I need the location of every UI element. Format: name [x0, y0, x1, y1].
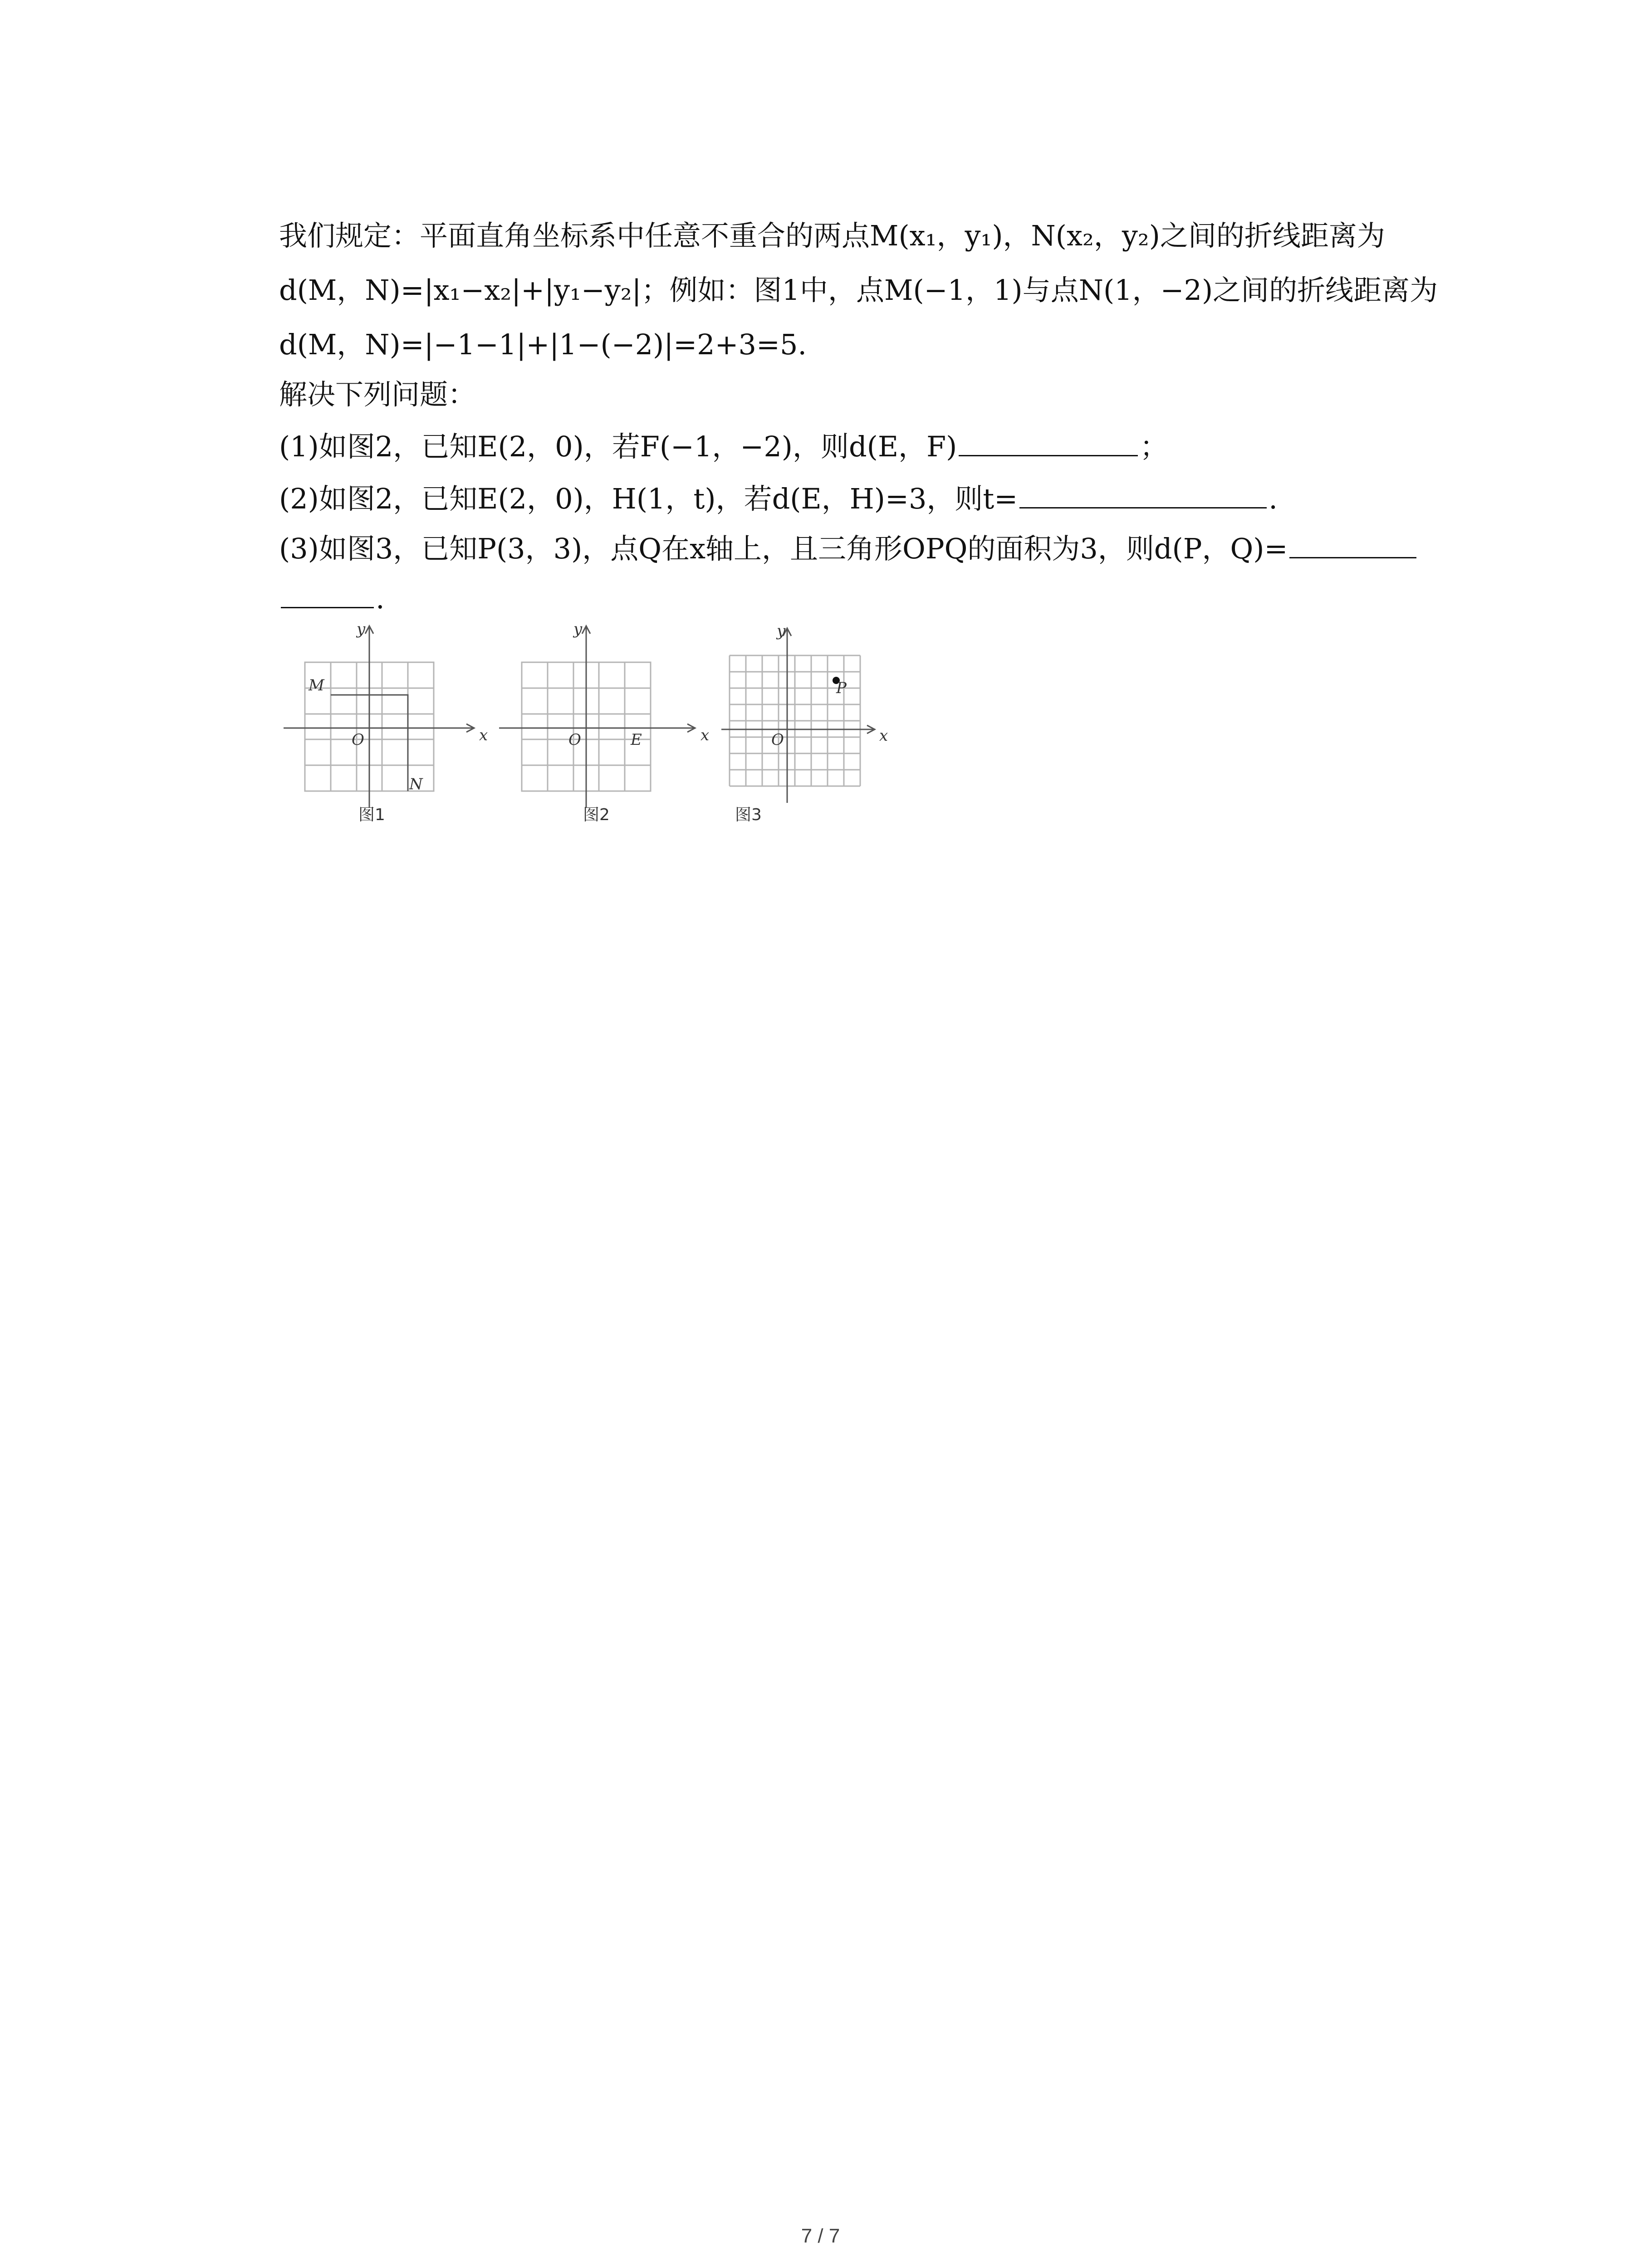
answer-blank-2[interactable] [1019, 481, 1267, 508]
figure-3-origin-label: O [771, 731, 784, 749]
question-2: (2)如图2，已知E(2，0)，H(1，t)，若d(E，H)=3，则t= . [279, 481, 1278, 517]
page-number: 7 / 7 [801, 2225, 840, 2247]
figure-3 [721, 617, 894, 824]
figure-2-origin-label: O [568, 731, 581, 749]
figure-3-x-label: x [879, 727, 888, 745]
problem-line-3: d(M，N)=|−1−1|+|1−(−2)|=2+3=5. [279, 328, 807, 361]
figure-1 [272, 617, 490, 824]
figure-2-x-label: x [700, 726, 710, 744]
figure-1-caption: 图1 [358, 806, 385, 824]
question-1: (1)如图2，已知E(2，0)，若F(−1，−2)，则d(E，F) ； [279, 429, 1168, 465]
figure-2-point-e-label: E [631, 731, 642, 749]
question-3: (3)如图3，已知P(3，3)，点Q在x轴上，且三角形OPQ的面积为3，则d(P，Q)= [279, 531, 1418, 567]
answer-blank-3b[interactable] [281, 581, 374, 608]
figure-3-y-label: y [777, 622, 786, 640]
question-3-continued: . [279, 581, 385, 617]
figure-2-caption: 图2 [583, 806, 610, 824]
figure-3-graph [721, 617, 894, 807]
figure-3-point-p-label: P [836, 679, 847, 697]
figure-2 [499, 617, 717, 824]
answer-blank-3a[interactable] [1289, 531, 1416, 558]
figure-3-caption: 图3 [735, 806, 762, 824]
figure-1-origin-label: O [352, 731, 364, 749]
figure-1-point-n-label: N [409, 775, 423, 793]
answer-blank-1[interactable] [959, 429, 1138, 456]
problem-line-1: 我们规定：平面直角坐标系中任意不重合的两点M(x₁，y₁)，N(x₂，y₂)之间的折线距离为 [279, 219, 1385, 252]
problem-line-4: 解决下列问题： [279, 378, 476, 411]
figure-1-y-label: y [357, 620, 366, 638]
figure-1-x-label: x [479, 726, 488, 744]
figure-1-point-m-label: M [309, 676, 324, 694]
figure-2-graph [499, 617, 717, 807]
problem-line-2: d(M，N)=|x₁−x₂|+|y₁−y₂|；例如：图1中，点M(−1，1)与点N(1，−2)之间的折线距离为 [279, 274, 1438, 307]
figure-2-y-label: y [573, 620, 583, 638]
figure-1-graph [272, 617, 490, 807]
